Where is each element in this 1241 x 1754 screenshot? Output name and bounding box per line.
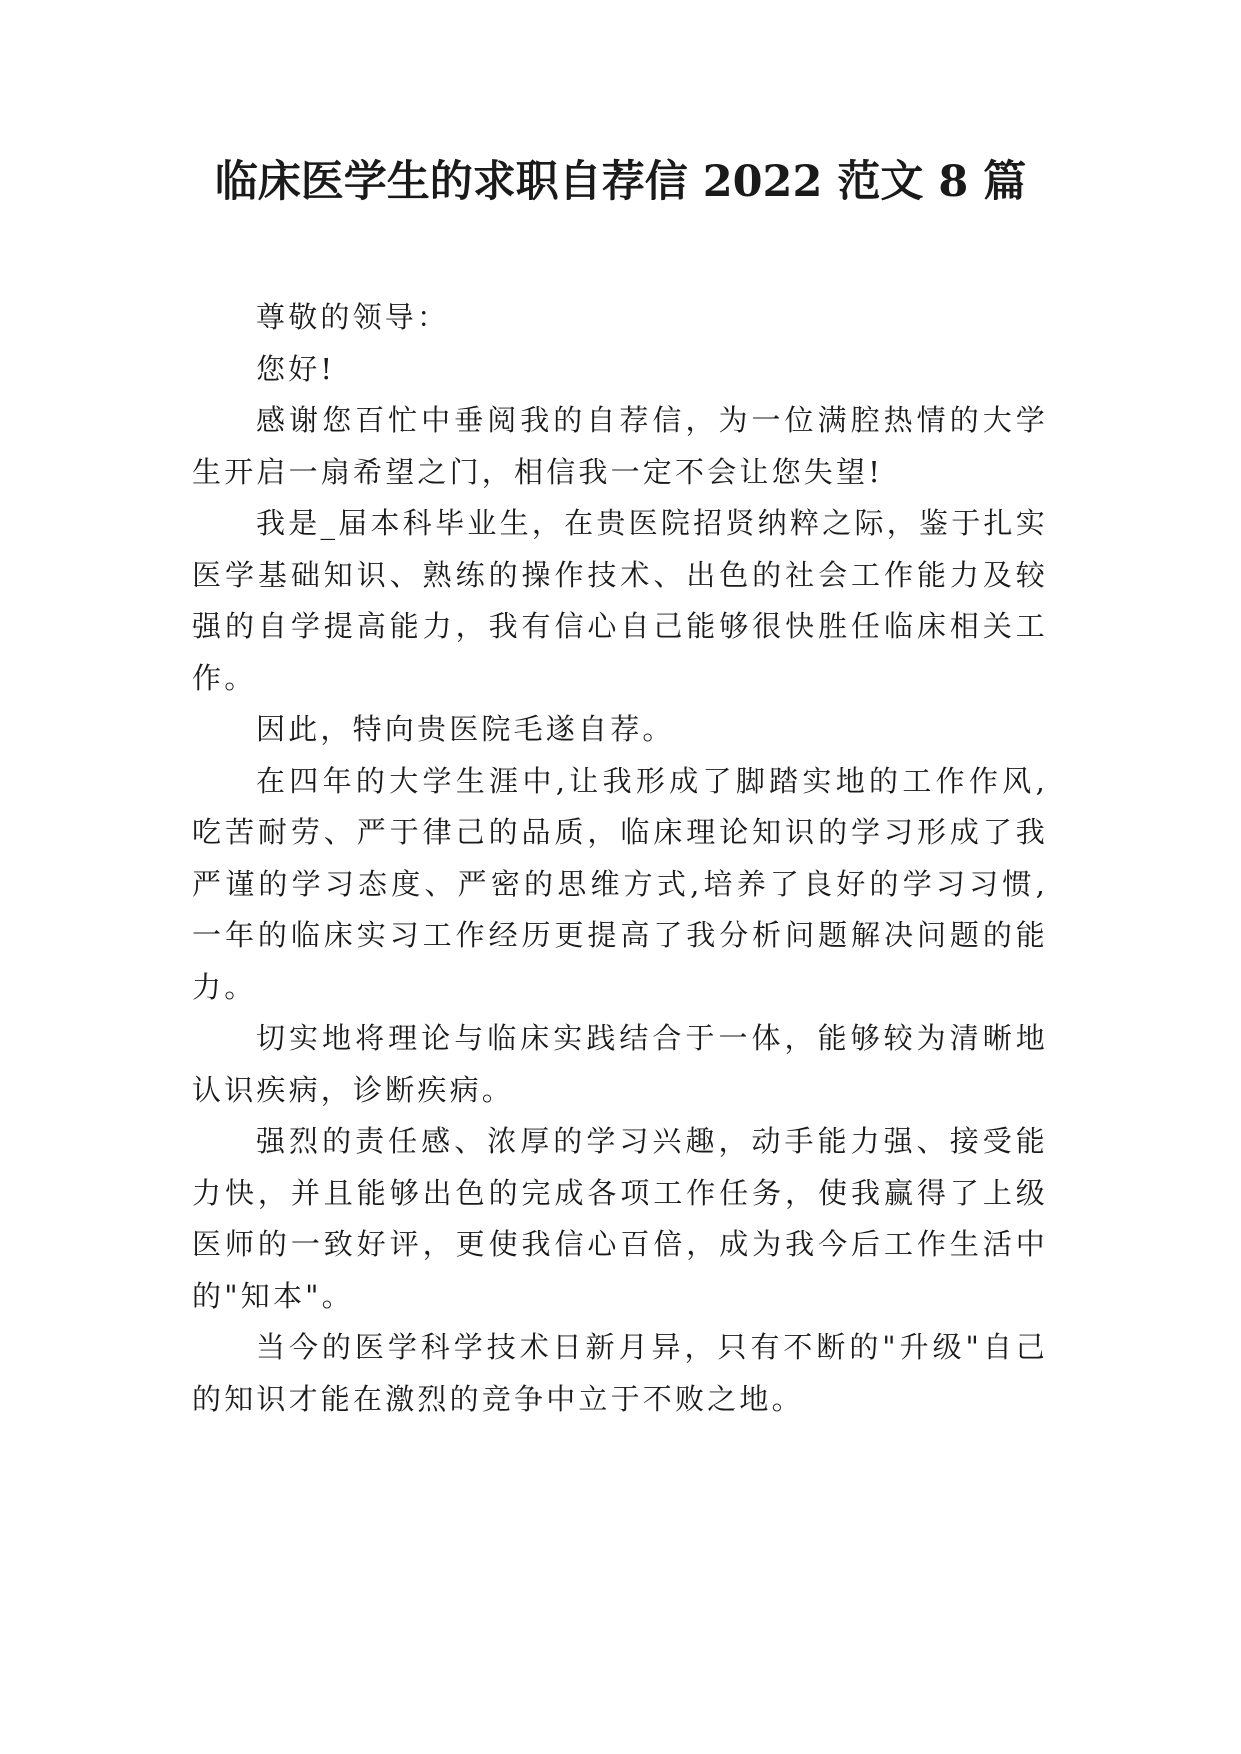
salutation: 尊敬的领导： — [256, 300, 450, 334]
paragraph: 强烈的责任感、浓厚的学习兴趣，动手能力强、接受能力快，并且能够出色的完成各项工作任务，使我赢得了上级医师的一致好评，更使我信心百倍，成为我今后工作生活中的"知本"。 — [192, 1124, 1048, 1313]
letter-body — [192, 292, 1048, 1425]
paragraph: 感谢您百忙中垂阅我的自荐信，为一位满腔热情的大学生开启一扇希望之门，相信我一定不会让您失望! — [192, 403, 1048, 489]
paragraph: 因此，特向贵医院毛遂自荐。 — [256, 712, 675, 746]
greeting: 您好! — [256, 351, 336, 386]
paragraph: 在四年的大学生涯中,让我形成了脚踏实地的工作作风,吃苦耐劳、严于律己的品质，临床理论知识的学习形成了我严谨的学习态度、严密的思维方式,培养了良好的学习习惯,一年的临床实习工作经历更提高了我分析问题解决问题的能力。 — [192, 763, 1049, 1004]
paragraph: 我是_届本科毕业生，在贵医院招贤纳粹之际，鉴于扎实医学基础知识、熟练的操作技术、出色的社会工作能力及较强的自学提高能力，我有信心自己能够很快胜任临床相关工作。 — [192, 506, 1048, 695]
document-title: 临床医学生的求职自荐信 2022 范文 8 篇 — [214, 157, 1027, 207]
paragraph: 切实地将理论与临床实践结合于一体，能够较为清晰地认识疾病，诊断疾病。 — [192, 1021, 1048, 1107]
paragraph: 当今的医学科学技术日新月异，只有不断的"升级"自己的知识才能在激烈的竞争中立于不败之地。 — [192, 1330, 1048, 1416]
